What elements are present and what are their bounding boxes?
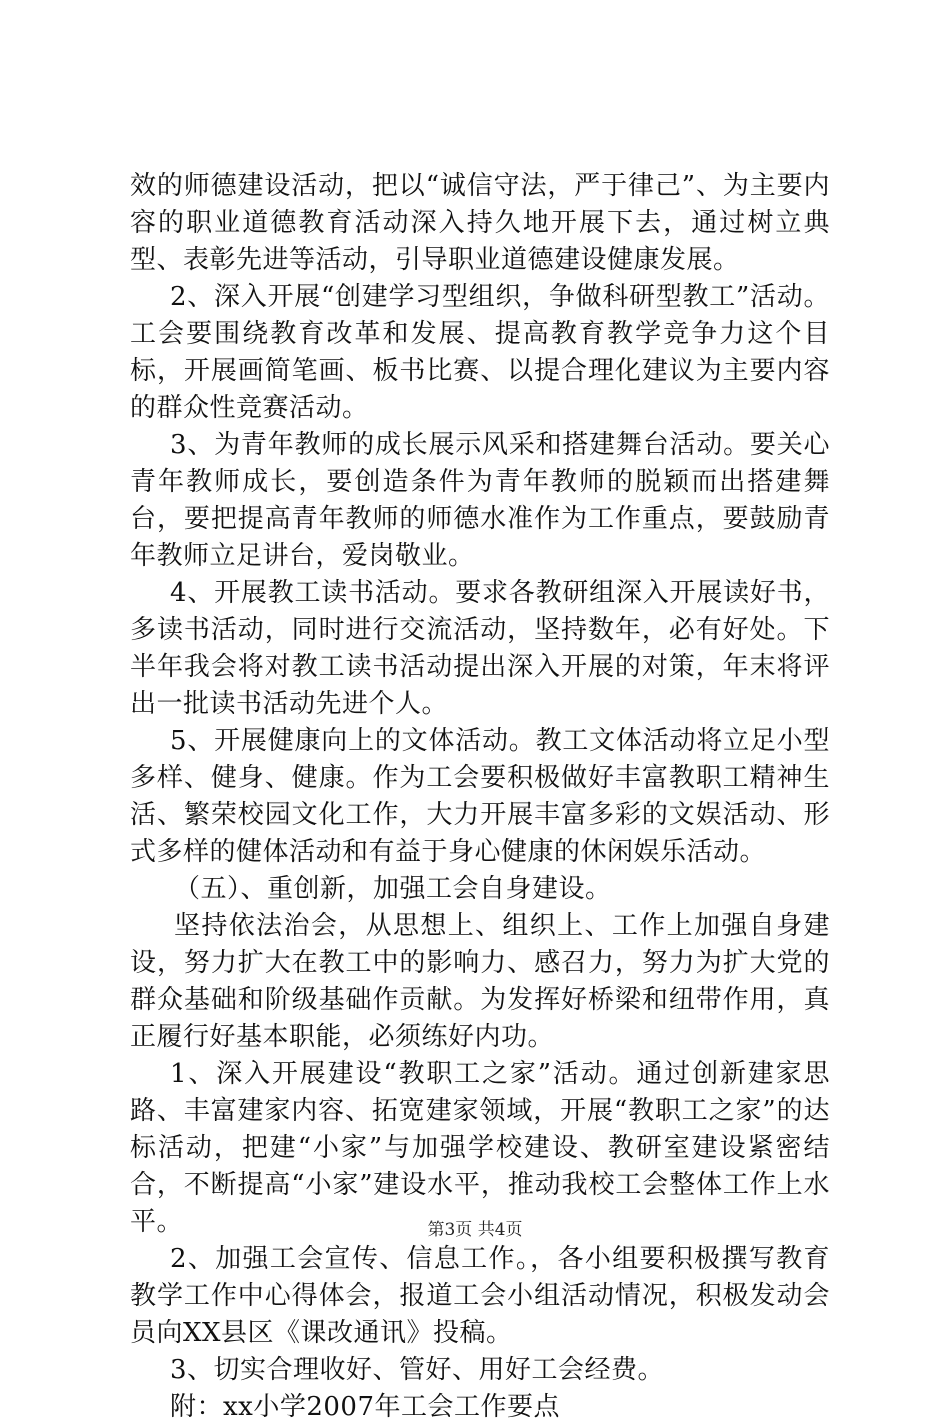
paragraph-continuation: 效的师德建设活动，把以“诚信守法，严于律己”、为主要内容的职业道德教育活动深入持久地开展下去，通过树立典型、表彰先进等活动，引导职业道德建设健康发展。: [130, 171, 830, 275]
paragraph-sub-item-3: 3、切实合理收好、管好、用好工会经费。: [170, 1355, 665, 1385]
paragraph-item-5: 5、开展健康向上的文体活动。教工文体活动将立足小型多样、健身、健康。作为工会要积极做好丰富教职工精神生活、繁荣校园文化工作，大力开展丰富多彩的文娱活动、形式多样的健体活动和有益于身心健康的休闲娱乐活动。: [130, 726, 830, 867]
paragraph-item-4: 4、开展教工读书活动。要求各教研组深入开展读好书，多读书活动，同时进行交流活动，坚持数年，必有好处。下半年我会将对教工读书活动提出深入开展的对策，年末将评出一批读书活动先进个人。: [130, 578, 830, 719]
paragraph-section-intro: 坚持依法治会，从思想上、组织上、工作上加强自身建设，努力扩大在教工中的影响力、感召力，努力为扩大党的群众基础和阶级基础作贡献。为发挥好桥梁和纽带作用，真正履行好基本职能，必须练好内功。: [130, 911, 830, 1052]
attachment-note: 附：xx小学2007年工会工作要点: [170, 1392, 560, 1422]
paragraph-item-3: 3、为青年教师的成长展示风采和搭建舞台活动。要关心青年教师成长，要创造条件为青年教师的脱颖而出搭建舞台，要把提高青年教师的师德水准作为工作重点，要鼓励青年教师立足讲台，爱岗敬业。: [130, 430, 830, 571]
paragraph-sub-item-2: 2、加强工会宣传、信息工作。，各小组要积极撰写教育教学工作中心得体会，报道工会小组活动情况，积极发动会员向XX县区《课改通讯》投稿。: [130, 1244, 830, 1348]
page-footer: 第3页 共4页: [427, 1220, 523, 1240]
section-heading-five: （五）、重创新，加强工会自身建设。: [174, 874, 612, 904]
paragraph-item-2: 2、深入开展“创建学习型组织，争做科研型教工”活动。工会要围绕教育改革和发展、提高教育教学竞争力这个目标，开展画简笔画、板书比赛、以提合理化建议为主要内容的群众性竞赛活动。: [130, 282, 830, 423]
paragraph-sub-item-1: 1、深入开展建设“教职工之家”活动。通过创新建家思路、丰富建家内容、拓宽建家领域，开展“教职工之家”的达标活动，把建“小家”与加强学校建设、教研室建设紧密结合，不断提高“小家”建设水平，推动我校工会整体工作上水平。: [130, 1059, 830, 1237]
